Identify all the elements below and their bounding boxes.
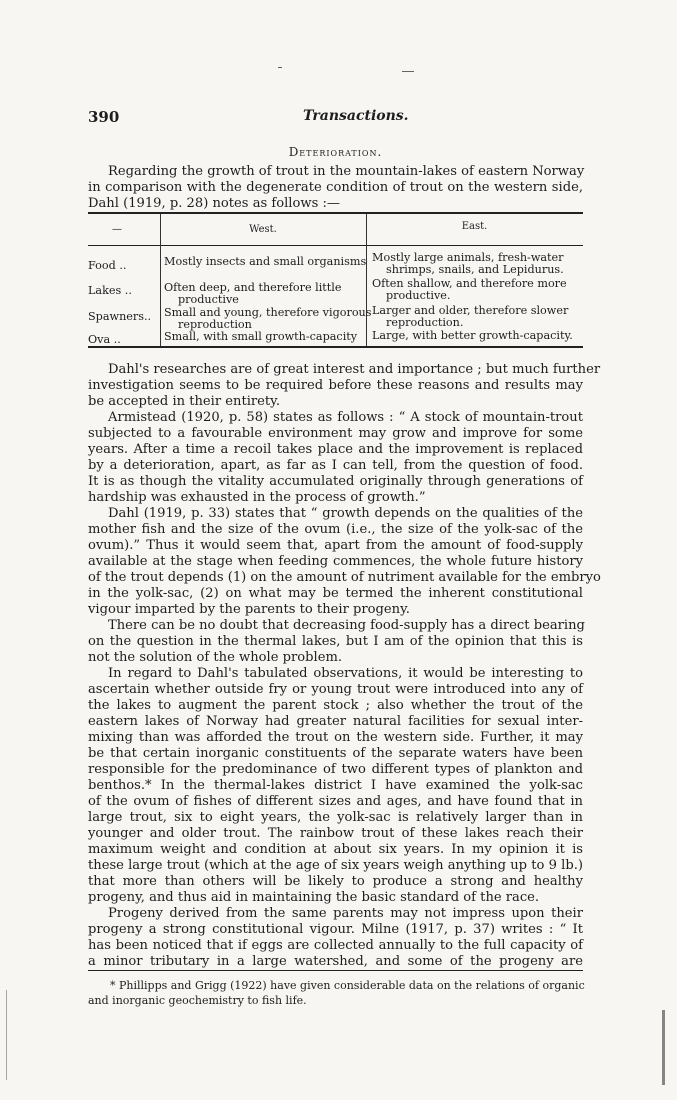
text-line: a minor tributary in a large watershed, and some of the progeny are bbox=[88, 954, 583, 969]
cell-west: Small, with small growth-capacity bbox=[164, 330, 358, 343]
text-line: maximum weight and condition at about six years. In my opinion it is bbox=[88, 842, 583, 857]
text-line: be that certain inorganic constituents of the separate waters have been bbox=[88, 746, 583, 761]
row-label-spawners: Spawners.. bbox=[88, 310, 152, 323]
text-line: There can be no doubt that decreasing food-supply has a direct bearing bbox=[108, 618, 585, 633]
text-line: in the yolk-sac, (2) on what may be termed the inherent constitutional bbox=[88, 586, 583, 601]
cell-west: Mostly insects and small organisms bbox=[164, 255, 367, 268]
cell-east-cont: reproduction. bbox=[386, 316, 464, 329]
right-margin-artifact bbox=[662, 1010, 665, 1085]
text-line: on the question in the thermal lakes, but I am of the opinion that this is bbox=[88, 634, 583, 649]
text-line: responsible for the predominance of two different types of plankton and bbox=[88, 762, 583, 777]
table-header-west: West. bbox=[249, 224, 277, 235]
cell-east: Large, with better growth-capacity. bbox=[372, 329, 573, 342]
running-title: Transactions. bbox=[303, 108, 409, 124]
text-line: ascertain whether outside fry or young trout were introduced into any of bbox=[88, 682, 583, 697]
row-label-food: Food .. bbox=[88, 259, 127, 272]
row-label-ova: Ova .. bbox=[88, 333, 121, 346]
text-line: by a deterioration, apart, as far as I can tell, from the question of food. bbox=[88, 458, 583, 473]
cell-west: Small and young, therefore vigorous bbox=[164, 306, 372, 319]
text-line: mixing than was afforded the trout on the western side. Further, it may bbox=[88, 730, 583, 745]
top-mark-right bbox=[402, 71, 414, 72]
text-line: mother fish and the size of the ovum (i.e., the size of the yolk-sac of the bbox=[88, 522, 583, 537]
text-line: the lakes to augment the parent stock ; also whether the trout of the bbox=[88, 698, 583, 713]
cell-west: Often deep, and therefore little bbox=[164, 281, 342, 294]
table-header-rule bbox=[88, 245, 583, 246]
text-line: subjected to a favourable environment may grow and improve for some bbox=[88, 426, 583, 441]
text-line: investigation seems to be required before these reasons and results may bbox=[88, 378, 583, 393]
cell-east-cont: shrimps, snails, and Lepidurus. bbox=[386, 263, 564, 276]
footnote-rule bbox=[88, 970, 583, 971]
text-line: benthos.* In the thermal-lakes district I have examined the yolk-sac bbox=[88, 778, 583, 793]
intro-paragraph bbox=[88, 164, 583, 212]
text-line: vigour imparted by the parents to their progeny. bbox=[88, 602, 410, 617]
text-line: ovum).” Thus it would seem that, apart from the amount of food-supply bbox=[88, 538, 583, 553]
text-line: Dahl's researches are of great interest and importance ; but much further bbox=[108, 362, 601, 377]
text-line: that more than others will be likely to produce a strong and healthy bbox=[88, 874, 583, 889]
cell-west-cont: productive bbox=[178, 293, 239, 306]
text-line: Progeny derived from the same parents may not impress upon their bbox=[108, 906, 583, 921]
paragraph-tabulated bbox=[88, 666, 583, 906]
cell-west-cont: reproduction bbox=[178, 318, 252, 331]
section-title: Deterioration. bbox=[288, 145, 383, 159]
table-bottom-rule bbox=[88, 346, 583, 348]
top-mark-left bbox=[278, 67, 282, 68]
text-line: be accepted in their entirety. bbox=[88, 394, 281, 409]
row-label-lakes: Lakes .. bbox=[88, 284, 132, 297]
text-line: these large trout (which at the age of six years weigh anything up to 9 lb.) bbox=[88, 858, 583, 873]
footnote bbox=[88, 978, 583, 1008]
paragraph-dahl-growth bbox=[88, 506, 601, 618]
paragraph-food-supply bbox=[88, 618, 583, 666]
text-line: of the ovum of fishes of different sizes and ages, and have found that in bbox=[88, 794, 583, 809]
text-line: has been noticed that if eggs are collected annually to the full capacity of bbox=[88, 938, 583, 953]
text-line: Regarding the growth of trout in the mountain-lakes of eastern Norway bbox=[108, 164, 585, 179]
text-line: Dahl (1919, p. 33) states that “ growth depends on the qualities of the bbox=[108, 506, 583, 521]
table-top-rule bbox=[88, 212, 583, 214]
table-header-blank: — bbox=[112, 224, 122, 235]
footnote-line: * Phillipps and Grigg (1922) have given considerable data on the relations of organic bbox=[110, 979, 585, 992]
paragraph-progeny bbox=[88, 906, 583, 970]
text-line: not the solution of the whole problem. bbox=[88, 650, 343, 665]
cell-east: Larger and older, therefore slower bbox=[372, 304, 569, 317]
text-line: Armistead (1920, p. 58) states as follows : “ A stock of mountain-trout bbox=[108, 410, 583, 425]
paragraph-armistead bbox=[88, 410, 583, 506]
footnote-line: and inorganic geochemistry to fish life. bbox=[88, 994, 307, 1007]
left-margin-artifact bbox=[6, 990, 7, 1080]
text-line: It is as though the vitality accumulated originally through generations of bbox=[88, 474, 583, 489]
table-divider bbox=[366, 214, 367, 346]
table-header-east: East. bbox=[461, 221, 488, 232]
page-header bbox=[88, 108, 583, 130]
text-line: In regard to Dahl's tabulated observations, it would be interesting to bbox=[108, 666, 583, 681]
text-line: younger and older trout. The rainbow trout of these lakes reach their bbox=[88, 826, 583, 841]
text-line: years. After a time a recoil takes place and the improvement is replaced bbox=[88, 442, 583, 457]
text-line: of the trout depends (1) on the amount of nutriment available for the embryo bbox=[88, 570, 601, 585]
text-line: progeny, and thus aid in maintaining the basic standard of the race. bbox=[88, 890, 540, 905]
text-line: hardship was exhausted in the process of growth.” bbox=[88, 490, 426, 505]
text-line: Dahl (1919, p. 28) notes as follows :— bbox=[88, 196, 340, 211]
page-number: 390 bbox=[88, 108, 120, 126]
cell-east-cont: productive. bbox=[386, 289, 451, 302]
text-line: large trout, six to eight years, the yolk-sac is relatively larger than in bbox=[88, 810, 583, 825]
text-line: available at the stage when feeding commences, the whole future history bbox=[88, 554, 583, 569]
text-line: progeny a strong constitutional vigour. Milne (1917, p. 37) writes : “ It bbox=[88, 922, 583, 937]
cell-east: Often shallow, and therefore more bbox=[372, 277, 567, 290]
text-line: eastern lakes of Norway had greater natural facilities for sexual inter- bbox=[88, 714, 583, 729]
paragraph-dahl-researches bbox=[88, 362, 601, 410]
cell-east: Mostly large animals, fresh-water bbox=[372, 251, 564, 264]
text-line: in comparison with the degenerate condition of trout on the western side, bbox=[88, 180, 583, 195]
